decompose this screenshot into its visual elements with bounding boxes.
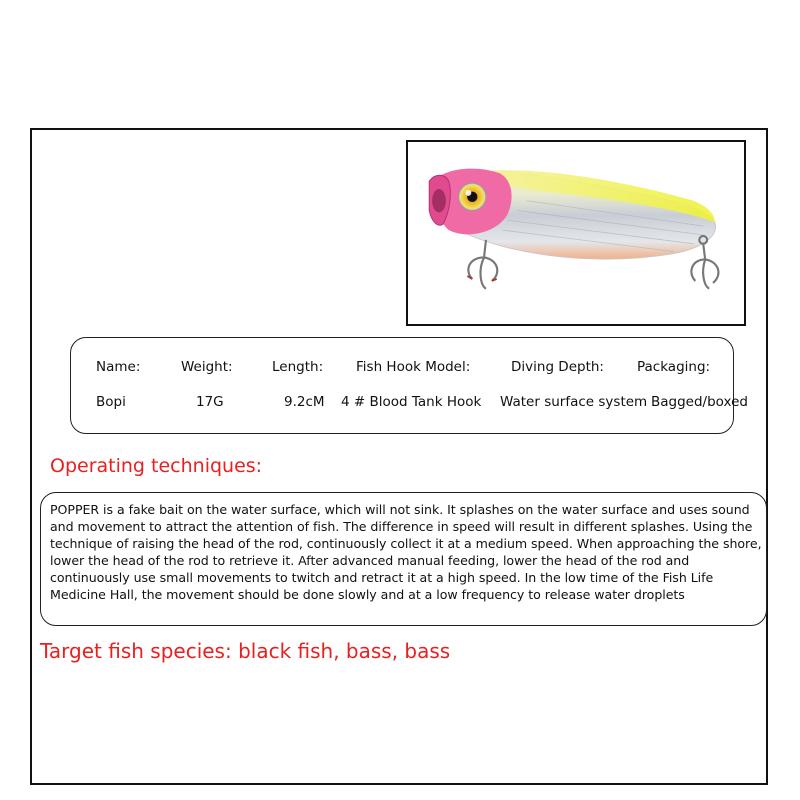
popper-lure-icon [408,142,744,324]
spec-value-length: 9.2cM [284,394,325,410]
spec-header-diving-depth: Diving Depth: [511,359,604,375]
operating-techniques-text: POPPER is a fake bait on the water surface, which will not sink. It splashes on the water surface and uses sound and movement to attract the attention of fish. The difference in speed will result in different splashes. Using the technique of raising the head of the rod, continuously collect it at a medium speed. When approaching the shore, lower the head of the rod to retrieve it. After advanced manual feeding, lower the head of the rod and continuously use small movements to twitch and retract it at a high speed. In the low time of the Fish Life Medicine Hall, the movement should be done slowly and at a low frequency to release water droplets [50,502,762,603]
spec-value-hook-model: 4 # Blood Tank Hook [341,394,482,410]
spec-value-diving-depth: Water surface system [500,394,648,410]
spec-header-hook-model: Fish Hook Model: [356,359,471,375]
spec-header-weight: Weight: [181,359,233,375]
spec-header-length: Length: [272,359,324,375]
operating-techniques-heading: Operating techniques: [50,455,263,477]
operating-techniques-box [40,492,767,626]
spec-value-packaging: Bagged/boxed [651,394,748,410]
spec-value-name: Bopi [96,394,126,410]
product-photo [406,140,746,326]
spec-header-name: Name: [96,359,141,375]
target-fish-heading: Target fish species: black fish, bass, bass [40,639,451,663]
spec-value-weight: 17G [196,394,224,410]
spec-header-packaging: Packaging: [637,359,711,375]
spec-table [70,337,748,434]
